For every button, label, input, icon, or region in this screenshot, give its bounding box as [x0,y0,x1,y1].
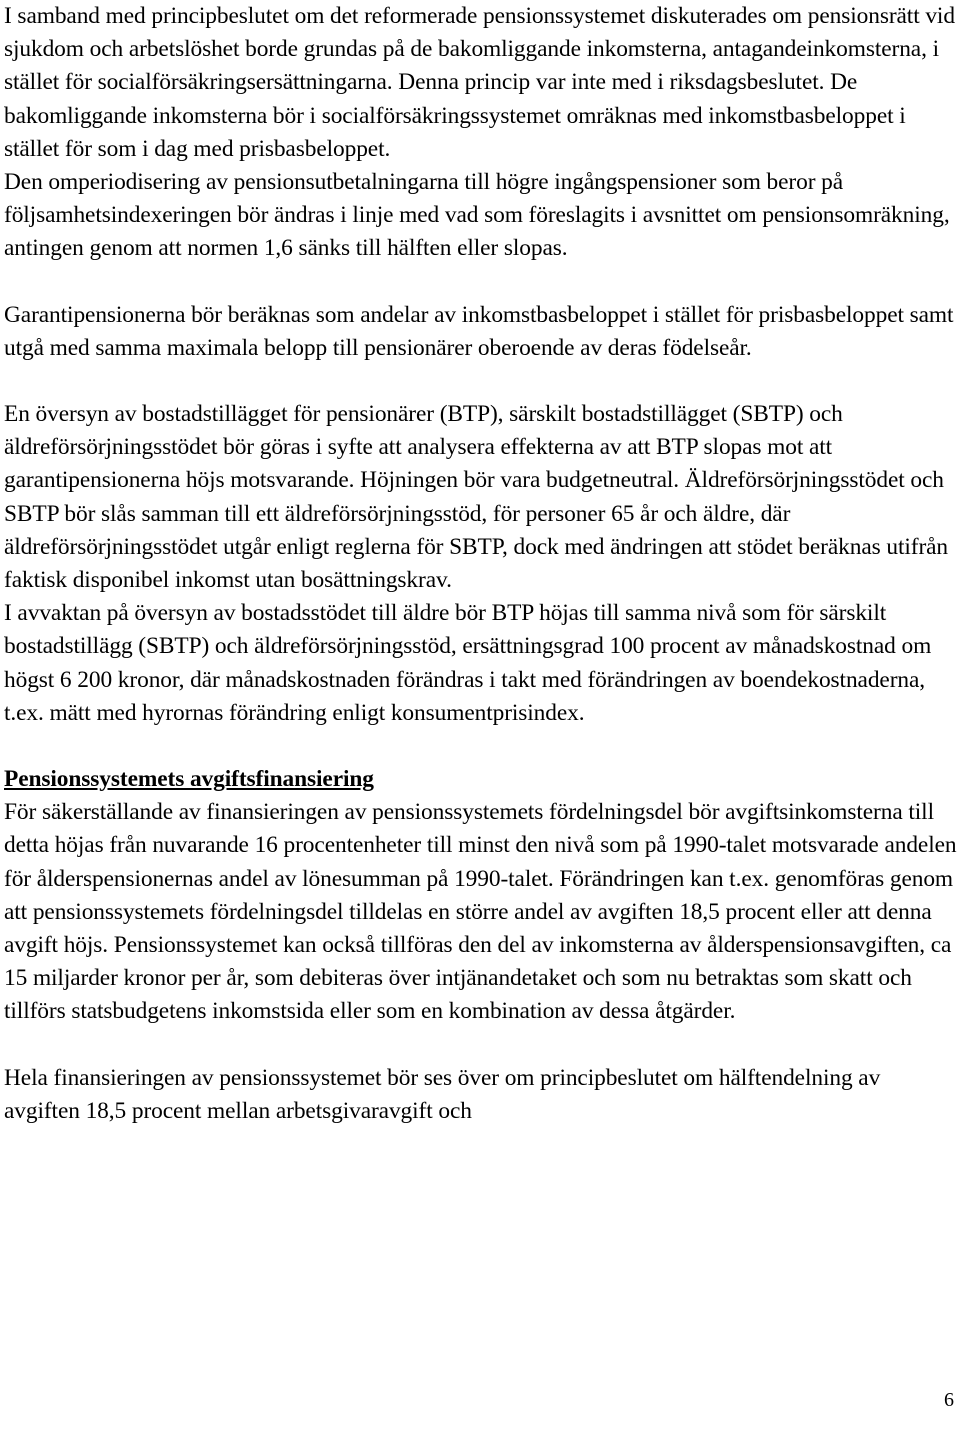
paragraph-antagandeinkomster: I samband med principbeslutet om det reformerade pensionssystemet diskuterades om pensionsrätt vid sjukdom och arbetslöshet borde grundas på de bakomliggande inkomsterna, antagandeinkomsterna, i stället för socialförsäkringsersättningarna. Denna princip var inte med i riksdagsbeslutet. De bakomliggande inkomsterna bör i socialförsäkringssystemet omräknas med inkomstbasbeloppet i stället för som i dag med prisbasbeloppet. [4,3,955,162]
paragraph-omperiodisering: Den omperiodisering av pensionsutbetalningarna till högre ingångspensioner som beror på följsamhetsindexeringen bör ändras i linje med vad som föreslagits i avsnittet om pensionsomräkning, antingen genom att normen 1,6 sänks till hälften eller slopas. [4,169,950,262]
page-number: 6 [944,1389,954,1411]
paragraph-finansiering: För säkerställande av finansieringen av pensionssystemets fördelningsdel bör avgiftsinkomsterna till detta höjas från nuvarande 16 procentenheter till minst den nivå som på 1990-talet motsvarade andelen för ålderspensionernas andel av lönesumman på 1990-talet. Förändringen kan t.ex. genomföras genom att pensionssystemets fördelningsdel tilldelas en större andel av avgiften 18,5 procent eller att denna avgift höjs. Pensionssystemet kan också tillföras den del av inkomsterna av ålderspensionsavgiften, ca 15 miljarder kronor per år, som debiteras över intjänandetaket och som nu betraktas som skatt och tillförs statsbudgetens inkomstsida eller som en kombination av dessa åtgärder. [4,799,957,1025]
paragraph-halftendelning: Hela finansieringen av pensionssystemet bör ses över om principbeslutet om hälftendelning av avgiften 18,5 procent mellan arbetsgivaravgift och [4,1064,881,1124]
section-heading: Pensionssystemets avgiftsfinansiering [4,766,374,793]
document-page [4,0,958,1128]
paragraph-gap [4,730,958,763]
paragraph-gap [4,266,958,299]
paragraph-gap [4,365,958,398]
paragraph-bostadstillagg: En översyn av bostadstillägget för pensionärer (BTP), särskilt bostadstillägget (SBTP) och äldreförsörjningsstödet bör göras i syfte att analysera effekterna av att BTP slopas mot att garantipensionerna höjs motsvarande. Höjningen bör vara budgetneutral. Äldreförsörjningsstödet och SBTP bör slås samman till ett äldreförsörjningsstöd, för personer 65 år och äldre, där äldreförsörjningsstödet utgår enligt reglerna för SBTP, dock med ändringen att stödet beräknas utifrån faktisk disponibel inkomst utan bosättningskrav. [4,401,949,594]
paragraph-garantipension: Garantipensionerna bör beräknas som andelar av inkomstbasbeloppet i stället för prisbasbeloppet samt utgå med samma maximala belopp till pensionärer oberoende av deras födelseår. [4,301,954,361]
paragraph-gap [4,1029,958,1062]
paragraph-btp-hojning: I avvaktan på översyn av bostadsstödet till äldre bör BTP höjas till samma nivå som för särskilt bostadstillägg (SBTP) och äldreförsörjningsstöd, ersättningsgrad 100 procent av månadskostnad om högst 6 200 kronor, där månadskostnaden förändras i takt med förändringen av boendekostnaderna, t.ex. mätt med hyrornas förändring enligt konsumentprisindex. [4,600,932,726]
